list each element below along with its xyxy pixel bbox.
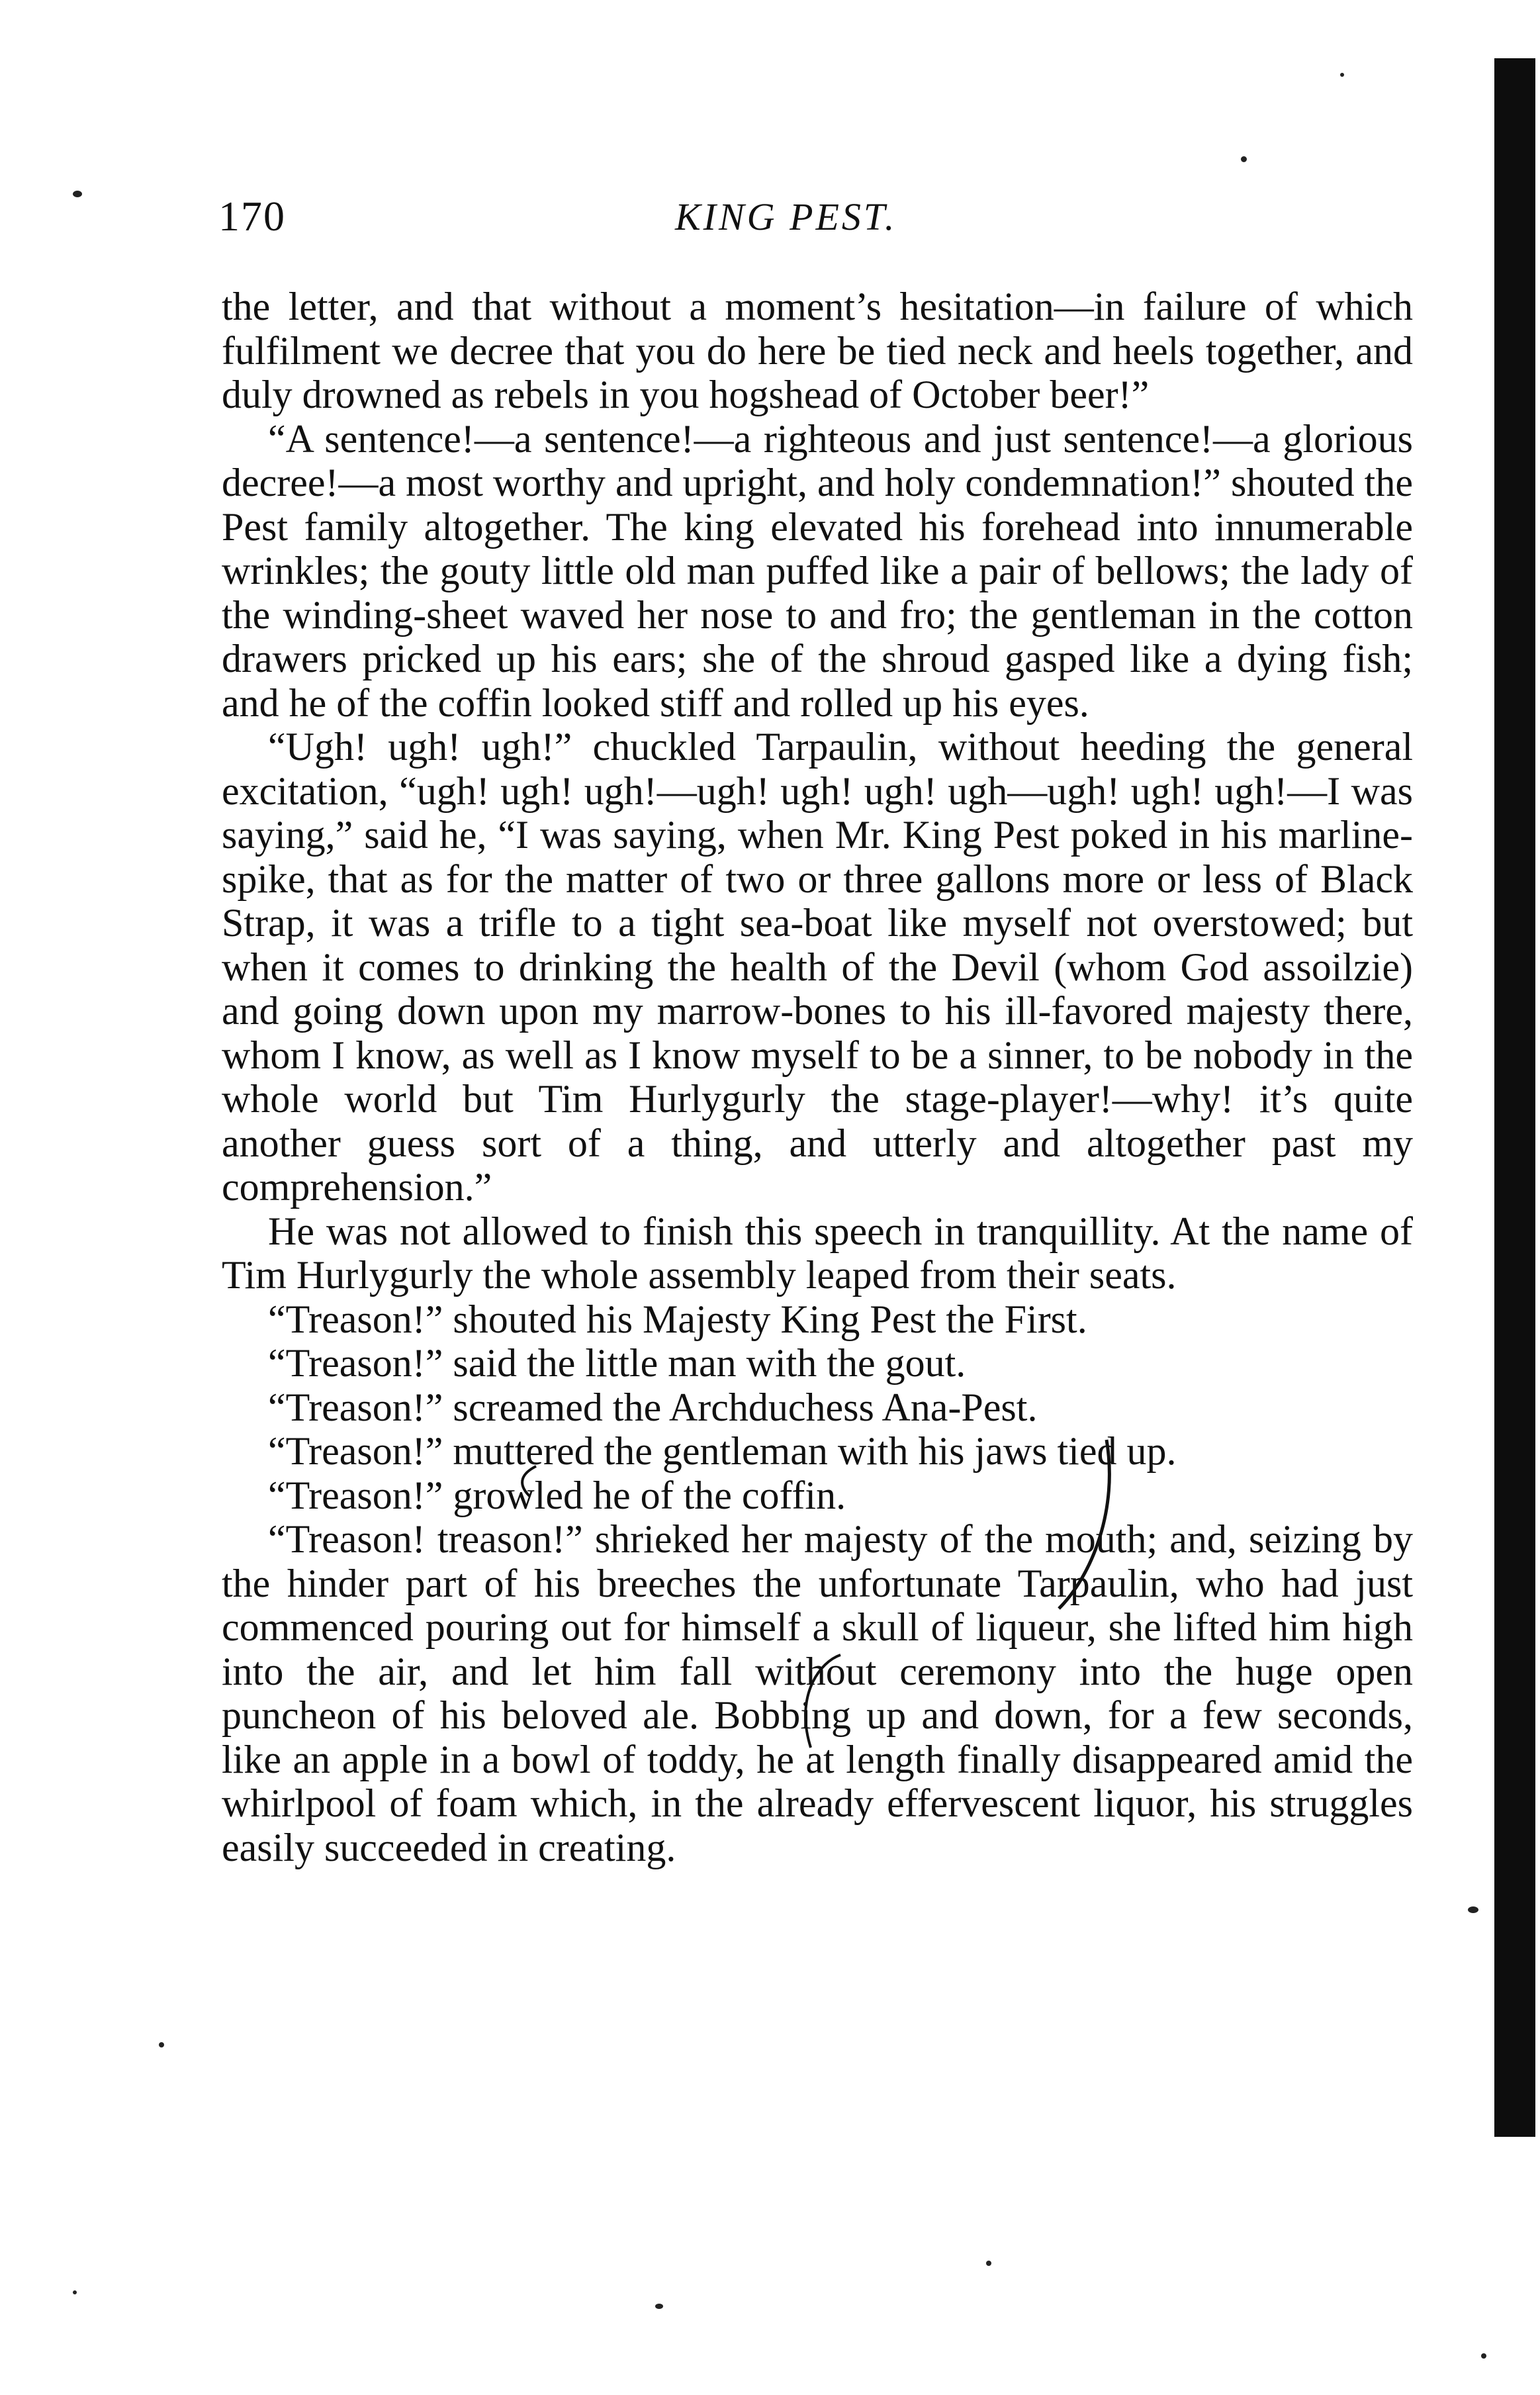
paragraph: “A sentence!—a sentence!—a righteous and just sentence!—a glorious decree!—a most worthy and upright, and holy condemnation!” shouted the Pest family altogether. The king elevated his forehead into innumerable wrinkles; the gouty little old man puffed like a pair of bellows; the lady of the winding-sheet waved her nose to and fro; the gentleman in the cotton drawers pricked up his ears; she of the shroud gasped like a dying fish; and he of the coffin looked stiff and rolled up his eyes.: [222, 416, 1413, 725]
paragraph: “Treason!” muttered the gentleman with his jaws tied up.: [268, 1429, 1177, 1473]
paragraph: “Treason!” shouted his Majesty King Pest the First.: [268, 1297, 1087, 1341]
paragraph: “Treason!” said the little man with the gout.: [268, 1341, 966, 1385]
paragraph: He was not allowed to finish this speech in tranquillity. At the name of Tim Hurlygurly the whole assembly leaped from their seats.: [222, 1209, 1413, 1297]
paragraph: “Treason!” screamed the Archduchess Ana-Pest.: [268, 1385, 1038, 1429]
paragraph: the letter, and that without a moment’s hesitation—in failure of which fulfilment we decree that you do here be tied neck and heels together, and duly drowned as rebels in you hogshead of October beer!”: [222, 285, 1413, 416]
dust-speck: [1481, 2353, 1486, 2359]
paragraph: “Treason!” growled he of the coffin.: [268, 1473, 846, 1517]
dust-speck: [1241, 156, 1247, 162]
dust-speck: [159, 2042, 164, 2047]
running-head: KING PEST.: [675, 195, 897, 238]
dust-speck: [73, 2290, 77, 2294]
dust-speck: [73, 191, 82, 197]
paragraph: “Treason! treason!” shrieked her majesty of the mouth; and, seizing by the hinder part of his breeches the unfortunate Tarpaulin, who had just commenced pouring out for himself a skull of liqueur, she lifted him high into the air, and let him fall without ceremony into the huge open puncheon of his beloved ale. Bobbing up and down, for a few seconds, like an apple in a bowl of toddy, he at length finally disappeared amid the whirlpool of foam which, in the already effervescent liquor, his struggles easily succeeded in creating.: [222, 1517, 1413, 1869]
dust-speck: [1468, 1906, 1478, 1913]
dust-speck: [1340, 73, 1344, 77]
dust-speck: [655, 2304, 663, 2309]
dust-speck: [986, 2261, 991, 2266]
paragraph: “Ugh! ugh! ugh!” chuckled Tarpaulin, without heeding the general excitation, “ugh! ugh! ugh!—ugh! ugh! ugh! ugh—ugh! ugh! ugh!—I was saying,” said he, “I was saying, when Mr. King Pest poked in his marline-spike, that as for the matter of two or three gallons more or less of Black Strap, it was a trifle to a tight sea-boat like myself not overstowed; but when it comes to drinking the health of the Devil (whom God assoilzie) and going down upon my marrow-bones to his ill-favored majesty there, whom I know, as well as I know myself to be a sinner, to be nobody in the whole world but Tim Hurlygurly the stage-player!—why! it’s quite another guess sort of a thing, and utterly and altogether past my comprehension.”: [222, 725, 1413, 1209]
page-number: 170: [218, 193, 286, 240]
